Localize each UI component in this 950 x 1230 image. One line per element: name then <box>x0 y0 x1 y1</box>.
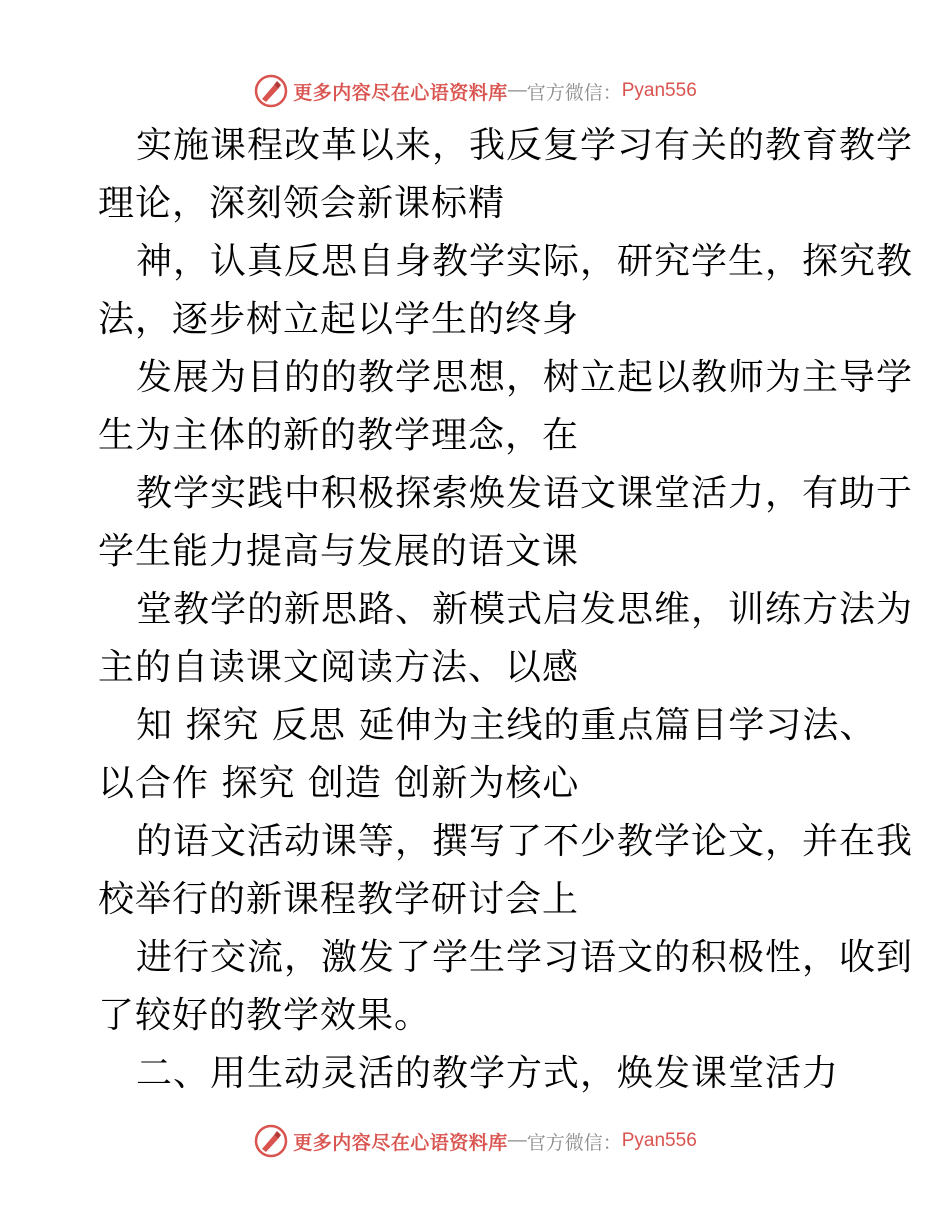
watermark-label: 官方微信： <box>526 82 622 104</box>
header-watermark <box>0 71 950 111</box>
watermark-separator: — <box>507 1130 527 1151</box>
pen-logo-icon <box>253 73 289 109</box>
pen-logo-icon <box>253 1123 289 1159</box>
watermark-wechat-id: Pyan556 <box>621 80 697 101</box>
watermark-wechat-id: Pyan556 <box>621 1130 697 1151</box>
text-line: 实施课程改革以来，我反复学习有关的教育教学 <box>136 125 914 166</box>
document-body <box>98 117 914 1103</box>
text-line: 理论，深刻领会新课标精 <box>98 183 506 224</box>
text-line: 进行交流，激发了学生学习语文的积极性，收到 <box>136 937 914 978</box>
text-line: 生为主体的新的教学理念，在 <box>98 415 580 456</box>
watermark-brand: 更多内容尽在心语资料库 <box>293 1132 508 1154</box>
text-line: 神，认真反思自身教学实际，研究学生，探究教 <box>136 241 914 282</box>
watermark-label: 官方微信： <box>526 1132 622 1154</box>
text-line: 以合作 探究 创造 创新为核心 <box>98 763 580 804</box>
watermark-separator: — <box>507 80 527 101</box>
text-line: 了较好的教学效果。 <box>98 995 432 1036</box>
watermark-brand: 更多内容尽在心语资料库 <box>293 82 508 104</box>
text-line: 的语文活动课等，撰写了不少教学论文，并在我 <box>136 821 914 862</box>
text-line: 校举行的新课程教学研讨会上 <box>98 879 580 920</box>
text-line: 法，逐步树立起以学生的终身 <box>98 299 580 340</box>
text-line: 知 探究 反思 延伸为主线的重点篇目学习法、 <box>136 705 877 746</box>
text-line: 学生能力提高与发展的语文课 <box>98 531 580 572</box>
footer-watermark <box>0 1121 950 1161</box>
section-heading: 二、用生动灵活的教学方式，焕发课堂活力 <box>136 1053 840 1094</box>
text-line: 教学实践中积极探索焕发语文课堂活力，有助于 <box>136 473 914 514</box>
text-line: 主的自读课文阅读方法、以感 <box>98 647 580 688</box>
text-line: 堂教学的新思路、新模式启发思维，训练方法为 <box>136 589 914 630</box>
text-line: 发展为目的的教学思想，树立起以教师为主导学 <box>136 357 914 398</box>
